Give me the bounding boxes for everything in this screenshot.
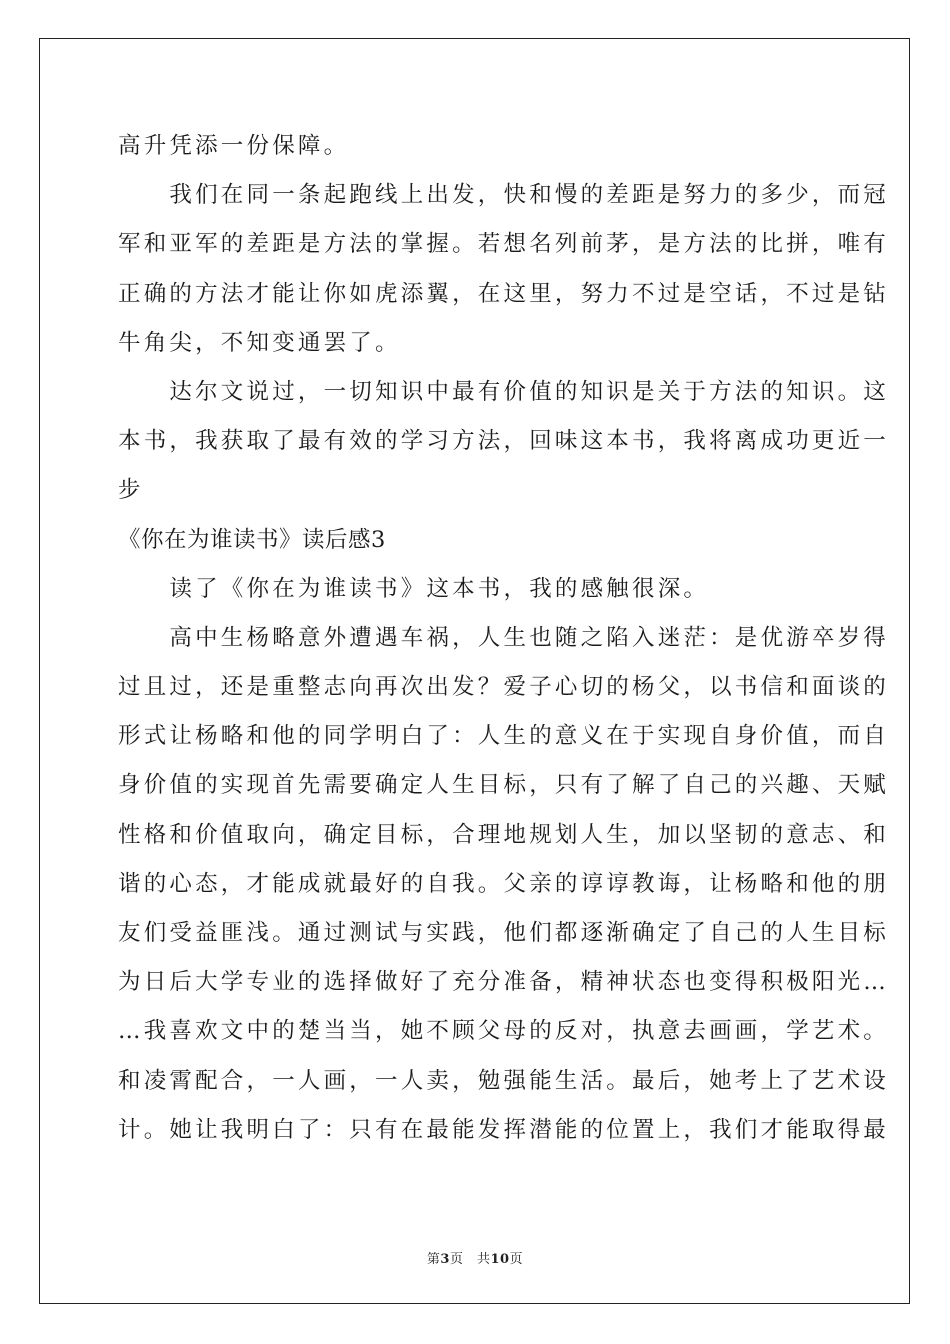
paragraph-start-line: 达尔文说过，一切知识中最有价值的知识是关于方法的知识。这 [118, 378, 890, 405]
document-body [118, 122, 890, 1155]
total-page-count: 10 [490, 1252, 510, 1267]
text-line: 性格和价值取向，确定目标，合理地规划人生，加以坚韧的意志、和 [118, 821, 890, 848]
page-footer [0, 1248, 950, 1267]
footer-suffix: 页 [509, 1252, 524, 1267]
current-page-number: 3 [440, 1252, 450, 1267]
text-line: 谐的心态，才能成就最好的自我。父亲的谆谆教诲，让杨略和他的朋 [118, 870, 890, 897]
paragraph-start-line: 读了《你在为谁读书》这本书，我的感触很深。 [118, 575, 710, 602]
text-line: 过且过，还是重整志向再次出发？爱子心切的杨父，以书信和面谈的 [118, 674, 890, 701]
text-line: 为日后大学专业的选择做好了充分准备，精神状态也变得积极阳光… [118, 969, 890, 996]
text-line: 形式让杨略和他的同学明白了：人生的意义在于实现自身价值，而自 [118, 723, 890, 750]
text-line: 和凌霄配合，一人画，一人卖，勉强能生活。最后，她考上了艺术设 [118, 1067, 890, 1094]
text-line: 身价值的实现首先需要确定人生目标，只有了解了自己的兴趣、天赋 [118, 772, 890, 799]
footer-prefix: 第 [426, 1252, 441, 1267]
text-line: …我喜欢文中的楚当当，她不顾父母的反对，执意去画画，学艺术。 [118, 1018, 890, 1045]
paragraph-start-line: 我们在同一条起跑线上出发，快和慢的差距是努力的多少，而冠 [118, 182, 890, 209]
text-line: 计。她让我明白了：只有在最能发挥潜能的位置上，我们才能取得最 [118, 1116, 890, 1143]
text-line: 本书，我获取了最有效的学习方法，回味这本书，我将离成功更近一 [118, 428, 890, 455]
paragraph-start-line: 高中生杨略意外遭遇车祸，人生也随之陷入迷茫：是优游卒岁得 [118, 624, 890, 651]
text-line: 牛角尖，不知变通罢了。 [118, 329, 401, 356]
text-line: 友们受益匪浅。通过测试与实践，他们都逐渐确定了自己的人生目标 [118, 920, 890, 946]
section-title: 《你在为谁读书》读后感3 [118, 526, 386, 553]
footer-mid: 页 共 [449, 1252, 491, 1267]
text-line: 军和亚军的差距是方法的掌握。若想名列前茅，是方法的比拼，唯有 [118, 231, 890, 258]
text-line: 高升凭添一份保障。 [118, 133, 350, 159]
text-line: 步 [118, 477, 144, 504]
text-line: 正确的方法才能让你如虎添翼，在这里，努力不过是空话，不过是钻 [118, 280, 890, 307]
